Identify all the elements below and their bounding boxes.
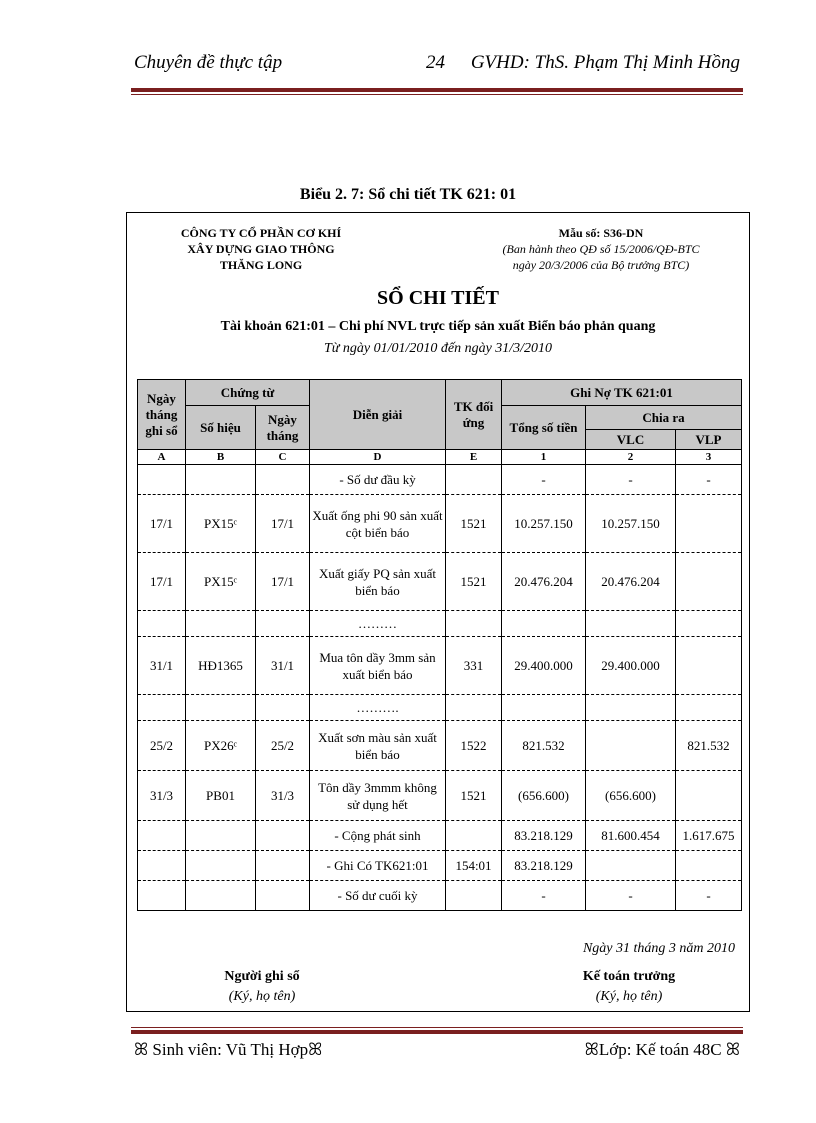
- footer-rule: [131, 1030, 743, 1034]
- ledger-subtitle: Tài khoản 621:01 – Chi phí NVL trực tiếp sản xuất Biển báo phản quang: [220, 319, 656, 334]
- cell-vlc: 20.476.204: [586, 553, 676, 611]
- col-letter: 2: [586, 450, 676, 465]
- cell-vlc: 29.400.000: [586, 637, 676, 695]
- col-letter: C: [256, 450, 310, 465]
- header-split: Chia ra: [586, 406, 742, 430]
- ledger-body: [138, 465, 742, 911]
- company-line3: THĂNG LONG: [219, 258, 303, 272]
- cell-account: 331: [446, 637, 502, 695]
- cell-voucher-no: PX15ᶜ: [186, 495, 256, 553]
- header-voucher: Chứng từ: [186, 380, 310, 406]
- cell-voucher-date: 17/1: [256, 553, 310, 611]
- sign-date: Ngày 31 tháng 3 năm 2010: [582, 941, 735, 956]
- col-letter: D: [310, 450, 446, 465]
- company-name: [141, 225, 381, 273]
- figure-caption: Biểu 2. 7: Sổ chi tiết TK 621: 01: [299, 186, 517, 203]
- cell-voucher-date: 17/1: [256, 495, 310, 553]
- header-left: Chuyên đề thực tập: [134, 52, 283, 73]
- cell-date: [138, 821, 186, 851]
- cell-voucher-date: [256, 611, 310, 637]
- col-letter: 1: [502, 450, 586, 465]
- ledger-table: [137, 379, 742, 911]
- cell-vlc: 10.257.150: [586, 495, 676, 553]
- page-header: [134, 52, 740, 80]
- page-number: 24: [426, 52, 445, 73]
- cell-date: 31/1: [138, 637, 186, 695]
- cell-description: Xuất giấy PQ sản xuất biển báo: [310, 553, 446, 611]
- footer-class: ꕤLớp: Kế toán 48C ꕤ: [584, 1040, 740, 1059]
- cell-date: 31/3: [138, 771, 186, 821]
- cell-vlp: -: [676, 881, 742, 911]
- cell-date: [138, 851, 186, 881]
- signer1-note: (Ký, họ tên): [228, 989, 296, 1004]
- cell-voucher-date: 31/3: [256, 771, 310, 821]
- cell-total: 20.476.204: [502, 553, 586, 611]
- cell-date: [138, 695, 186, 721]
- header-total: Tổng số tiền: [502, 406, 586, 450]
- col-letter: B: [186, 450, 256, 465]
- header-debit: Ghi Nợ TK 621:01: [502, 380, 742, 406]
- cell-voucher-no: [186, 851, 256, 881]
- cell-voucher-date: [256, 881, 310, 911]
- cell-voucher-no: PX15ᶜ: [186, 553, 256, 611]
- cell-vlp: [676, 637, 742, 695]
- col-letter: E: [446, 450, 502, 465]
- cell-total: 821.532: [502, 721, 586, 771]
- cell-account: 1521: [446, 771, 502, 821]
- cell-account: 1521: [446, 553, 502, 611]
- cell-account: 1521: [446, 495, 502, 553]
- form-code: Mẫu số: S36-DN: [558, 226, 644, 240]
- cell-vlp: [676, 495, 742, 553]
- cell-vlc: (656.600): [586, 771, 676, 821]
- cell-total: -: [502, 465, 586, 495]
- company-line1: CÔNG TY CỔ PHẦN CƠ KHÍ: [180, 226, 342, 240]
- ledger-frame: [126, 212, 750, 1012]
- cell-vlp: [676, 611, 742, 637]
- signer-chief-accountant: [549, 969, 709, 1005]
- cell-vlc: [586, 851, 676, 881]
- cell-voucher-no: PX26ᶜ: [186, 721, 256, 771]
- cell-vlc: -: [586, 465, 676, 495]
- cell-account: [446, 695, 502, 721]
- header-voucher-no: Số hiệu: [186, 406, 256, 450]
- cell-date: [138, 465, 186, 495]
- cell-vlp: [676, 553, 742, 611]
- table-row: [138, 721, 742, 771]
- table-row: [138, 611, 742, 637]
- cell-date: [138, 611, 186, 637]
- cell-vlc: 81.600.454: [586, 821, 676, 851]
- header-date: Ngày tháng ghi sổ: [138, 380, 186, 450]
- cell-vlp: [676, 851, 742, 881]
- cell-description: Mua tôn dầy 3mm sản xuất biển báo: [310, 637, 446, 695]
- cell-voucher-no: [186, 881, 256, 911]
- col-letter: A: [138, 450, 186, 465]
- cell-vlc: [586, 721, 676, 771]
- cell-voucher-date: [256, 821, 310, 851]
- table-row: [138, 851, 742, 881]
- cell-vlp: -: [676, 465, 742, 495]
- table-row: [138, 695, 742, 721]
- footer-rule-thin: [131, 1027, 743, 1028]
- table-row: [138, 637, 742, 695]
- cell-description: - Số dư cuối kỳ: [310, 881, 446, 911]
- cell-date: 25/2: [138, 721, 186, 771]
- form-note2: ngày 20/3/2006 của Bộ trưởng BTC): [512, 258, 690, 272]
- cell-vlp: [676, 771, 742, 821]
- cell-voucher-date: [256, 851, 310, 881]
- cell-description: - Cộng phát sinh: [310, 821, 446, 851]
- cell-voucher-date: [256, 465, 310, 495]
- header-right: GVHD: ThS. Phạm Thị Minh Hồng: [470, 52, 740, 73]
- cell-vlp: 821.532: [676, 721, 742, 771]
- header-rule: [131, 88, 743, 92]
- header-account: TK đối ứng: [446, 380, 502, 450]
- cell-description: Xuất sơn màu sản xuất biển báo: [310, 721, 446, 771]
- cell-total: 29.400.000: [502, 637, 586, 695]
- form-info: [471, 225, 731, 273]
- cell-description: - Số dư đầu kỳ: [310, 465, 446, 495]
- cell-vlp: [676, 695, 742, 721]
- cell-vlc: [586, 611, 676, 637]
- cell-total: 83.218.129: [502, 851, 586, 881]
- cell-voucher-no: [186, 611, 256, 637]
- cell-total: [502, 611, 586, 637]
- cell-vlp: 1.617.675: [676, 821, 742, 851]
- header-vlc: VLC: [586, 430, 676, 450]
- cell-account: [446, 465, 502, 495]
- cell-description: ………: [310, 611, 446, 637]
- table-row: [138, 771, 742, 821]
- cell-account: [446, 611, 502, 637]
- cell-total: 10.257.150: [502, 495, 586, 553]
- col-letter: 3: [676, 450, 742, 465]
- table-row: [138, 881, 742, 911]
- cell-total: [502, 695, 586, 721]
- ledger-period: Từ ngày 01/01/2010 đến ngày 31/3/2010: [323, 341, 553, 356]
- cell-total: (656.600): [502, 771, 586, 821]
- cell-description: Xuất ống phi 90 sản xuất cột biển báo: [310, 495, 446, 553]
- form-note1: (Ban hành theo QĐ số 15/2006/QĐ-BTC: [502, 242, 700, 256]
- cell-account: [446, 821, 502, 851]
- cell-total: 83.218.129: [502, 821, 586, 851]
- cell-date: 17/1: [138, 553, 186, 611]
- cell-account: 1522: [446, 721, 502, 771]
- cell-description: Tôn dầy 3mmm không sử dụng hết: [310, 771, 446, 821]
- header-description: Diễn giải: [310, 380, 446, 450]
- header-vlp: VLP: [676, 430, 742, 450]
- table-row: [138, 553, 742, 611]
- signer-bookkeeper: [187, 969, 337, 1005]
- signer1-role: Người ghi sổ: [224, 969, 300, 984]
- cell-voucher-no: [186, 695, 256, 721]
- cell-total: -: [502, 881, 586, 911]
- cell-voucher-no: PB01: [186, 771, 256, 821]
- footer-student: ꕤ Sinh viên: Vũ Thị Hợpꕤ: [134, 1040, 323, 1059]
- cell-voucher-no: HĐ1365: [186, 637, 256, 695]
- cell-voucher-date: 25/2: [256, 721, 310, 771]
- table-row: [138, 465, 742, 495]
- signer2-note: (Ký, họ tên): [595, 989, 663, 1004]
- cell-voucher-no: [186, 465, 256, 495]
- cell-account: 154:01: [446, 851, 502, 881]
- cell-account: [446, 881, 502, 911]
- cell-voucher-no: [186, 821, 256, 851]
- cell-date: 17/1: [138, 495, 186, 553]
- cell-description: ……….: [310, 695, 446, 721]
- cell-description: - Ghi Có TK621:01: [310, 851, 446, 881]
- header-voucher-date: Ngày tháng: [256, 406, 310, 450]
- cell-vlc: -: [586, 881, 676, 911]
- table-row: [138, 821, 742, 851]
- company-line2: XÂY DỰNG GIAO THÔNG: [187, 242, 335, 256]
- header-rule-thin: [131, 94, 743, 95]
- signer2-role: Kế toán trưởng: [582, 969, 676, 984]
- cell-voucher-date: 31/1: [256, 637, 310, 695]
- ledger-title: SỔ CHI TIẾT: [377, 287, 499, 309]
- table-row: [138, 495, 742, 553]
- cell-voucher-date: [256, 695, 310, 721]
- cell-date: [138, 881, 186, 911]
- cell-vlc: [586, 695, 676, 721]
